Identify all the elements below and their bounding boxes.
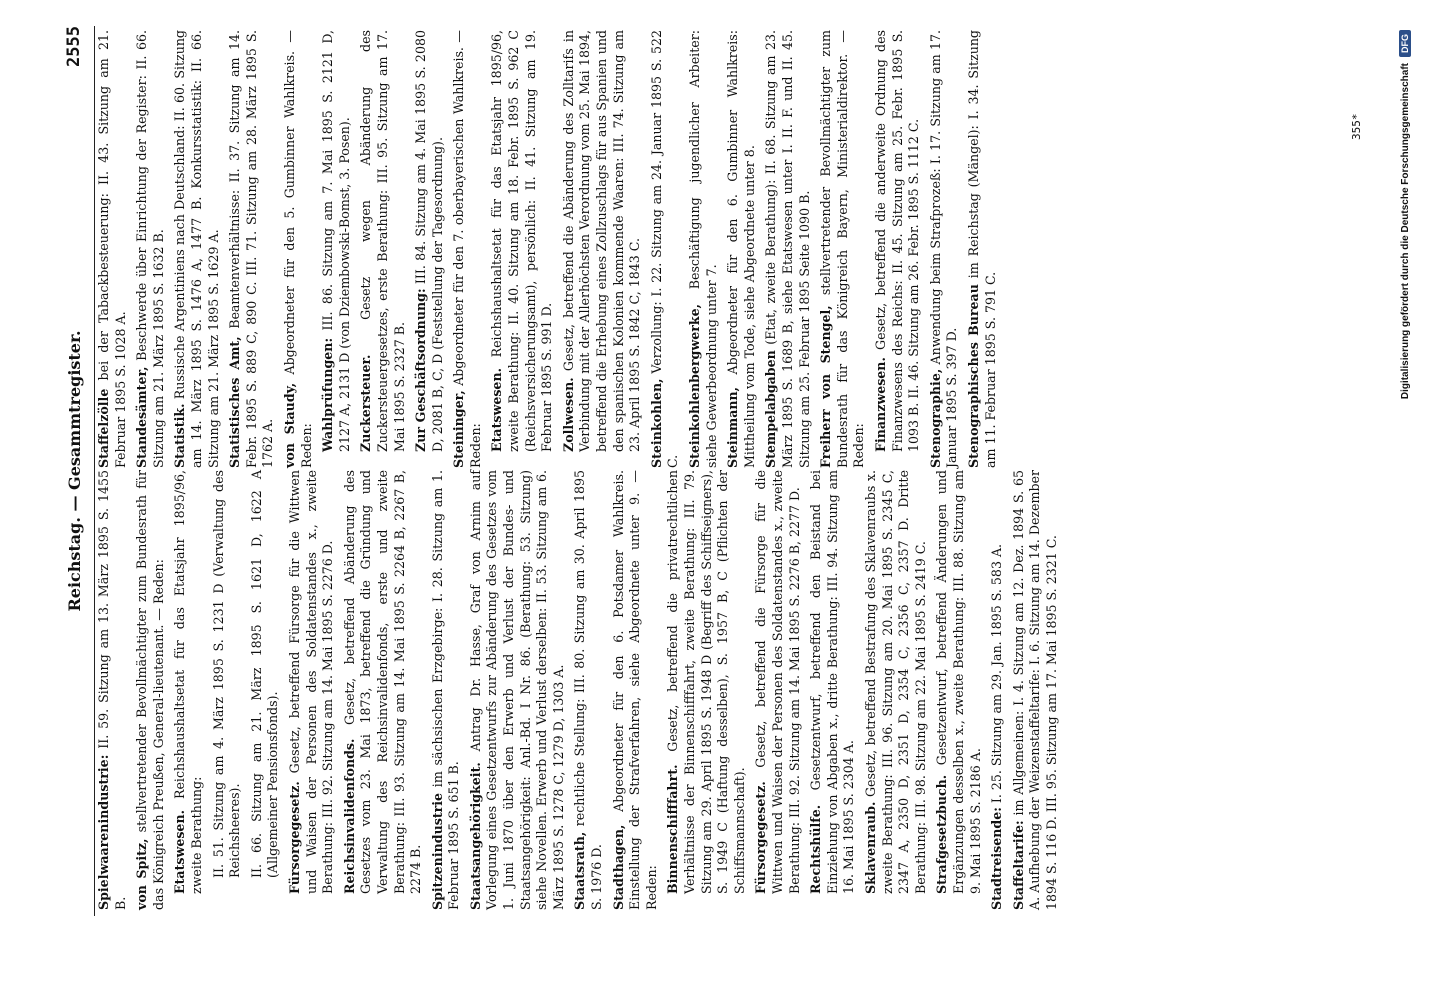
entry-keyword: Steinkohlen, <box>648 378 664 468</box>
entry-keyword: Etatswesen. <box>172 810 188 894</box>
entry-keyword: Statistik. <box>172 403 188 468</box>
entry-keyword: Stadthagen, <box>610 824 626 910</box>
entry-text: Abgeordneter für den 7. oberbayerischen Wahlkreis. — Reden: <box>451 30 483 468</box>
dfg-logo: DFG <box>1399 30 1411 57</box>
entry-text: Anwendung beim Strafprozeß: I. 17. Sitzung am 17. Januar 1895 S. 397 D. <box>927 30 960 468</box>
index-entry <box>763 30 813 468</box>
index-entry <box>211 470 244 910</box>
entry-keyword: Fürsorgegesetz. <box>286 781 302 894</box>
entry-text: III. 84. Sitzung am 4. Mai 1895 S. 2080 D, 2081 B, C, D (Feststellung der Tagesordnung). <box>413 30 445 452</box>
entry-text: Beschwerde über Einrichtung der Register: II. 66. Sitzung am 21. März 1895 S. 1632 B. <box>134 30 166 468</box>
entry-keyword: Standesämter, <box>134 366 150 468</box>
index-entry <box>989 470 1006 910</box>
index-entry <box>134 470 167 910</box>
index-entry <box>342 470 425 910</box>
entry-text: II. 51. Sitzung am 4. März 1895 S. 1231 D (Verwaltung des Reichsheeres). <box>210 470 243 878</box>
entry-keyword: Steinmann, <box>725 386 741 468</box>
entry-text: Reichshaushaltsetat für das Etatsjahr 1895/96, zweite Berathung: <box>172 470 204 894</box>
entry-text: Beamtenverhältnisse: II. 37. Sitzung am 14. Febr. 1895 S. 889 C, 890 C. III. 71. Sitzung am 28. März 1895 S. 1762 A. <box>227 30 276 468</box>
index-entry <box>611 470 661 910</box>
index-entry <box>649 30 682 468</box>
entry-text: III. 86. Sitzung am 7. Mai 1895 S. 2121 D, 2127 A, 2131 D (von Dziembowski-Bomst, 3. Posen). <box>320 30 352 452</box>
entry-text: Beschäftigung jugendlicher Arbeiter: siehe Gewerbeordnung unter 7. <box>687 30 719 468</box>
entry-text: Abgeordneter für den 6. Potsdamer Wahlkreis. Einstellung der Strafverfahren, siehe Abgeordnete unter 9. — Reden: <box>610 469 659 910</box>
entry-text: Gesetz, betreffend Abänderung des Gesetzes vom 23. Mai 1873, betreffend die Gründung und Verwaltung des Reichsinvalidenfonds, erste und zweite Berathung: III. 93. Sitzung am 14. Mai 1895 S. 2264 B, 2267 B, 2274 B. <box>341 470 424 894</box>
entry-keyword: Finanzwesen. <box>872 357 888 452</box>
entry-keyword: Rechtshülfe. <box>808 804 824 894</box>
index-entry <box>818 30 868 468</box>
entry-text: im Allgemeinen: I. 4. Sitzung am 12. Dez. 1894 S. 65 A. Aufhebung der Weizenstaffeltarife: I. 6. Sitzung am 14. Dezember 1894 S. 116 D. III. 95. Sitzung am 17. Mai 1895 S. 2321 C. <box>1010 470 1059 910</box>
entry-keyword: Staffeltarife: <box>1010 820 1026 910</box>
index-entry <box>687 30 720 468</box>
entry-keyword: Steinkohlenbergwerke, <box>687 304 702 468</box>
page-running-title: Reichstag. — Gesammtregister. <box>64 330 84 612</box>
entry-keyword: Wahlprüfungen: <box>320 337 336 452</box>
index-entry <box>873 30 923 468</box>
index-entry <box>358 30 408 468</box>
entry-keyword: Zollwesen. <box>560 377 576 452</box>
entry-text: Abgeordneter für den 6. Gumbinner Wahlkreis: Mittheilung vom Tode, siehe Abgeordnete unter 8. <box>725 30 757 468</box>
entry-text: bei der Tabackbesteuerung: II. 43. Sitzung am 21. Februar 1895 S. 1028 A. <box>96 30 128 468</box>
entry-keyword: Spitzenindustrie <box>429 792 445 910</box>
entry-text: Gesetz, betreffend die Fürsorge für die Wittwen und Waisen der Personen des Soldatenstandes x., zweite Berathung: III. 92. Sitzung am 14. Mai 1895 S. 2276 B, 2277 D. <box>753 470 802 894</box>
entry-keyword: Staffelzölle <box>96 388 111 468</box>
entry-text: Abgeordneter für den 5. Gumbinner Wahlkreis. — Reden: <box>281 30 314 468</box>
entry-keyword: Freiherr von Stengel, <box>818 305 834 468</box>
entry-keyword: Steininger, <box>451 390 467 468</box>
entry-keyword: Stempelabgaben <box>763 350 779 468</box>
index-entry <box>134 30 167 468</box>
entry-text: Reichshaushaltsetat für das Etatsjahr 1895/96, zweite Berathung: II. 40. Sitzung am 18. Febr. 1895 S. 962 C (Reichsversicherungsamt), persönlich: II. 41. Sitzung am 19. Februar 1895 S. 991 D. <box>489 30 555 452</box>
page-header <box>54 26 95 916</box>
entry-text: Gesetzentwurf, betreffend den Beistand bei Einziehung von Abgaben x., dritte Berathung: III. 94. Sitzung am 16. Mai 1895 S. 2304 A. <box>808 470 857 894</box>
index-entry <box>172 470 205 910</box>
index-entry <box>451 30 484 468</box>
index-entry <box>1011 470 1061 910</box>
entry-keyword: Staatsangehörigkeit. <box>467 762 483 910</box>
left-column <box>96 470 1065 910</box>
entry-keyword: Binnenschifffahrt. <box>665 764 681 894</box>
index-entry <box>966 30 999 468</box>
index-entry <box>96 470 129 910</box>
index-entry <box>468 470 568 910</box>
page-number: 2555 <box>64 26 84 67</box>
signature-mark: 355* <box>1350 113 1363 140</box>
index-entry <box>725 30 758 468</box>
entry-keyword: Staatsrath, <box>572 831 588 910</box>
index-entry <box>753 470 803 910</box>
index-entry <box>561 30 644 468</box>
index-entry <box>227 30 277 468</box>
entry-keyword: Zuckersteuer. <box>358 354 374 452</box>
entry-keyword: Etatswesen. <box>489 368 505 452</box>
entry-keyword: Reichsinvalidenfonds. <box>341 738 357 894</box>
entry-text: II. 59. Sitzung am 13. März 1895 S. 1455 B. <box>96 470 128 910</box>
entry-text: Gesetz, betreffend Bestrafung des Sklavenraubs x. zweite Berathung: III. 96. Sitzung am 20. Mai 1895 S. 2345 C, 2347 A, 2350 D, 2351 D, 2354 C, 2356 C, 2357 D. Dritte Berathung: III. 98. Sitzung am 22. Mai 1895 S. 2419 C. <box>862 470 928 894</box>
entry-text: Gesetz, betreffend die privatrechtlichen Verhältnisse der Binnenschifffahrt, zweite Berathung: III. 79. Sitzung am 29. April 1895 S. 1948 D (Begriff des Schiffseigners), S. 1949 C (Haftung desselben), S. 1957 B, C (Pflichten der Schiffsmannschaft). <box>665 470 747 894</box>
entry-text: Gesetz, betreffend die Abänderung des Zolltarifs in Verbindung mit der Allerhöchsten Verordnung vom 25. Mai 1894, betreffend die Erhebung eines Zollzuschlags für aus Spanien und den spanischen Kolonien kommende Waaren: III. 74. Sitzung am 23. April 1895 S. 1842 C, 1843 C. <box>560 30 643 452</box>
entry-text: (Etat, zweite Berathung): II. 68. Sitzung am 23. März 1895 S. 1689 B, siehe Etatswesen unter I. II. F. und II. 45. Sitzung am 25. Februar 1895 Seite 1090 B. <box>763 30 812 468</box>
entry-text: Gesetzentwurf, betreffend Änderungen und Ergänzungen desselben x., zweite Berathung: III. 88. Sitzung am 9. Mai 1895 S. 2186 A. <box>934 470 983 894</box>
entry-text: Gesetz wegen Abänderung des Zuckersteuergesetzes, erste Berathung: III. 95. Sitzung am 17. Mai 1895 S. 2327 B. <box>358 30 407 452</box>
index-entry <box>249 470 282 910</box>
digitization-credit <box>1392 30 1418 970</box>
index-entry <box>572 470 605 910</box>
entry-keyword: Statistisches Amt, <box>227 336 243 468</box>
digitization-note: Digitalisierung gefördert durch die Deutsche Forschungsgemeinschaft <box>1399 63 1411 400</box>
entry-text: Gesetz, betreffend die anderweite Ordnung des Finanzwesens des Reichs: II. 45. Sitzung am 25. Febr. 1895 S. 1093 B. II. 46. Sitzung am 26. Febr. 1895 S. 1112 C. <box>872 29 922 452</box>
index-entry <box>282 30 315 468</box>
entry-text: Russische Argentiniens nach Deutschland: II. 60. Sitzung am 14. März 1895 S. 1476 A, 1477 B. Konkursstatistik: II. 66. Sitzung am 21. März 1895 S. 1629 A. <box>172 30 221 468</box>
index-entry <box>287 470 337 910</box>
entry-text: stellvertretender Bevollmächtigter zum Bundesrath für das Königreich Bayern, Ministerialdirektor. — Reden: <box>818 30 867 468</box>
entry-keyword: Stenographisches Bureau <box>965 284 981 468</box>
entry-keyword: Strafgesetzbuch. <box>934 774 950 894</box>
entry-text: rechtliche Stellung: III. 80. Sitzung am 30. April 1895 S. 1976 D. <box>572 470 605 910</box>
entry-keyword: von Spitz, <box>134 838 150 910</box>
index-entry <box>863 470 929 910</box>
entry-text: Gesetz, betreffend Fürsorge für die Wittwen und Waisen der Personen des Soldatenstandes x., zweite Berathung: III. 92. Sitzung am 14. Mai 1895 S. 2276 D. <box>286 470 336 894</box>
entry-text: Verzollung: I. 22. Sitzung am 24. Januar 1895 S. 522 C. <box>648 30 681 468</box>
index-entry <box>320 30 353 468</box>
entry-text: II. 66. Sitzung am 21. März 1895 S. 1621 D, 1622 A (Allgemeiner Pensionsfonds). <box>248 470 281 878</box>
entry-text: I. 25. Sitzung am 29. Jan. 1895 S. 583 A. <box>989 543 1005 804</box>
index-entry <box>928 30 961 468</box>
entry-text: im Reichstag (Mängel): I. 34. Sitzung am 11. Februar 1895 S. 791 C. <box>965 30 998 468</box>
index-entry <box>96 30 129 468</box>
entry-keyword: Zur Geschäftsordnung: <box>413 288 429 452</box>
index-entry <box>430 470 463 910</box>
entry-keyword: von Staudy, <box>281 382 297 468</box>
entry-keyword: Stenographie, <box>927 368 943 468</box>
entry-keyword: Spielwaarenindustrie: <box>96 754 111 910</box>
index-entry <box>665 470 748 910</box>
right-column <box>96 30 1004 468</box>
entry-keyword: Stadtreisende: <box>989 807 1005 910</box>
index-entry <box>934 470 984 910</box>
entry-keyword: Sklavenraub. <box>862 801 878 894</box>
entry-text: stellvertretender Bevollmächtigter zum Bundesrath für das Königreich Preußen, General-lieutenant. — Reden: <box>134 470 166 910</box>
entry-text: Antrag Dr. Hasse, Graf von Arnim auf Vorlegung eines Gesetzentwurfs zur Abänderung des Gesetzes vom 1. Juni 1870 über den Erwerb und Verlust der Bundes- und Staatsangehörigkeit: Anl.-Bd. I Nr. 86. (Berathung: 53. Sitzung) siehe Novellen. Erwerb und Verlust derselben: II. 53. Sitzung am 6. März 1895 S. 1278 C, 1279 D, 1303 A. <box>467 470 566 910</box>
index-entry <box>489 30 555 468</box>
entry-keyword: Fürsorgegesetz. <box>753 781 769 894</box>
index-entry <box>172 30 222 468</box>
index-entry <box>413 30 446 468</box>
entry-text: im sächsischen Erzgebirge: I. 28. Sitzung am 1. Februar 1895 S. 651 B. <box>429 470 462 910</box>
index-entry <box>808 470 858 910</box>
